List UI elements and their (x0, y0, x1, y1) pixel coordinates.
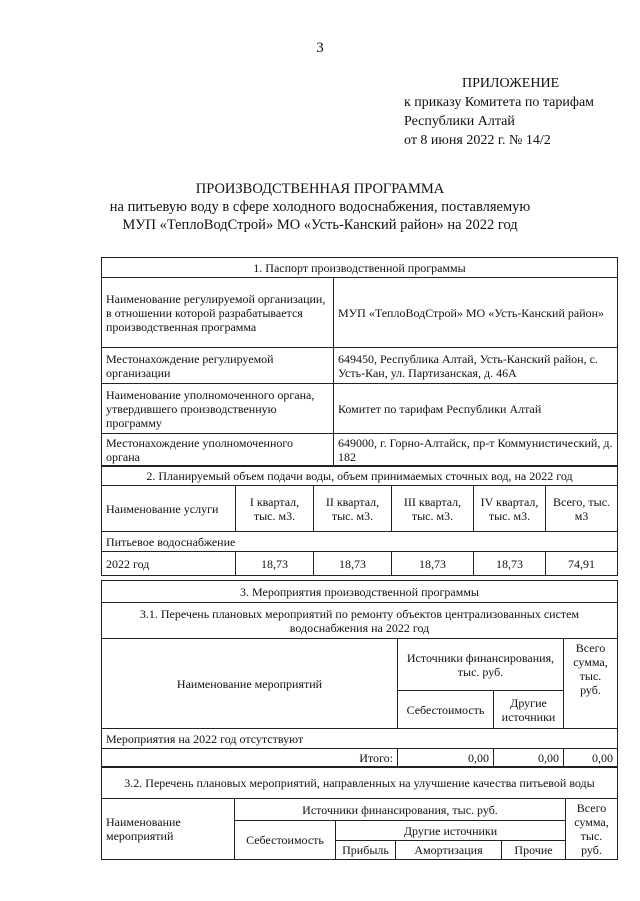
passport-label-authority-location: Местонахождение уполномоченного органа (102, 434, 334, 467)
appendix-line-date: от 8 июня 2022 г. № 14/2 (404, 133, 551, 148)
row-year: 2022 год (102, 552, 236, 576)
value-total: 74,91 (546, 552, 618, 576)
passport-label-org: Наименование регулируемой организации, в отношении которой разрабатывается производственная программа (102, 278, 334, 348)
page-number: 3 (316, 40, 324, 56)
document-title (0, 180, 640, 234)
col-measure-name: Наименование мероприятий (102, 639, 398, 729)
section3-2-title: 3.2. Перечень плановых мероприятий, направленных на улучшение качества питьевой воды (102, 767, 618, 799)
col-misc: Прочие (502, 841, 566, 860)
passport-label-authority: Наименование уполномоченного органа, утвердившего производственную программу (102, 384, 334, 434)
passport-value-location: 649450, Республика Алтай, Усть-Канский район, с. Усть-Кан, ул. Партизанская, д. 46А (334, 348, 618, 384)
section3-header: 3. Мероприятия производственной программы (102, 581, 618, 603)
value-q2: 18,73 (314, 552, 392, 576)
col-measure-name-2: Наименование мероприятий (102, 799, 235, 860)
col-funding-sources: Источники финансирования, тыс. руб. (398, 639, 564, 691)
col-other-sources: Другие источники (494, 691, 564, 729)
measures-quality-table (101, 766, 618, 860)
col-q3: III квартал, тыс. м3. (392, 486, 474, 532)
col-total-sum: Всего сумма, тыс. руб. (564, 639, 618, 729)
col-funding-sources-2: Источники финансирования, тыс. руб. (235, 799, 566, 821)
value-q3: 18,73 (392, 552, 474, 576)
total-label: Итого: (102, 749, 398, 768)
col-amortization: Амортизация (396, 841, 502, 860)
col-q1: I квартал, тыс. м3. (236, 486, 314, 532)
measures-repair-table (101, 580, 618, 768)
total-cost: 0,00 (398, 749, 494, 768)
col-q4: IV квартал, тыс. м3. (474, 486, 546, 532)
col-other-sources-2: Другие источники (336, 821, 566, 841)
passport-table (101, 257, 618, 467)
section3-1-title: 3.1. Перечень плановых мероприятий по ремонту объектов централизованных систем водоснабжения на 2022 год (102, 603, 618, 639)
total-sum: 0,00 (564, 749, 618, 768)
passport-label-location: Местонахождение регулируемой организации (102, 348, 334, 384)
total-other: 0,00 (494, 749, 564, 768)
value-q1: 18,73 (236, 552, 314, 576)
title-line-3: МУП «ТеплоВодСтрой» МО «Усть-Канский район» на 2022 год (122, 217, 518, 233)
col-service: Наименование услуги (102, 486, 236, 532)
value-q4: 18,73 (474, 552, 546, 576)
section1-header: 1. Паспорт производственной программы (102, 258, 618, 278)
passport-value-authority: Комитет по тарифам Республики Алтай (334, 384, 618, 434)
appendix-line-region: Республики Алтай (404, 114, 515, 129)
passport-value-org: МУП «ТеплоВодСтрой» МО «Усть-Канский район» (334, 278, 618, 348)
volume-table (101, 465, 618, 576)
col-profit: Прибыль (336, 841, 396, 860)
appendix-block (404, 74, 594, 150)
title-line-1: ПРОИЗВОДСТВЕННАЯ ПРОГРАММА (195, 181, 445, 197)
col-total: Всего, тыс. м3 (546, 486, 618, 532)
section2-header: 2. Планируемый объем подачи воды, объем принимаемых сточных вод, на 2022 год (102, 466, 618, 486)
passport-value-authority-location: 649000, г. Горно-Алтайск, пр-т Коммунистический, д. 182 (334, 434, 618, 467)
col-total-sum-2: Всего сумма, тыс. руб. (566, 799, 618, 860)
col-q2: II квартал, тыс. м3. (314, 486, 392, 532)
title-line-2: на питьевую воду в сфере холодного водоснабжения, поставляемую (109, 199, 531, 215)
col-cost-2: Себестоимость (235, 821, 336, 860)
appendix-line-order: к приказу Комитета по тарифам (404, 95, 595, 110)
col-cost: Себестоимость (398, 691, 494, 729)
measures-note: Мероприятия на 2022 год отсутствуют (102, 729, 618, 749)
appendix-title: ПРИЛОЖЕНИЕ (462, 76, 560, 91)
group-drinking-water: Питьевое водоснабжение (102, 532, 618, 552)
